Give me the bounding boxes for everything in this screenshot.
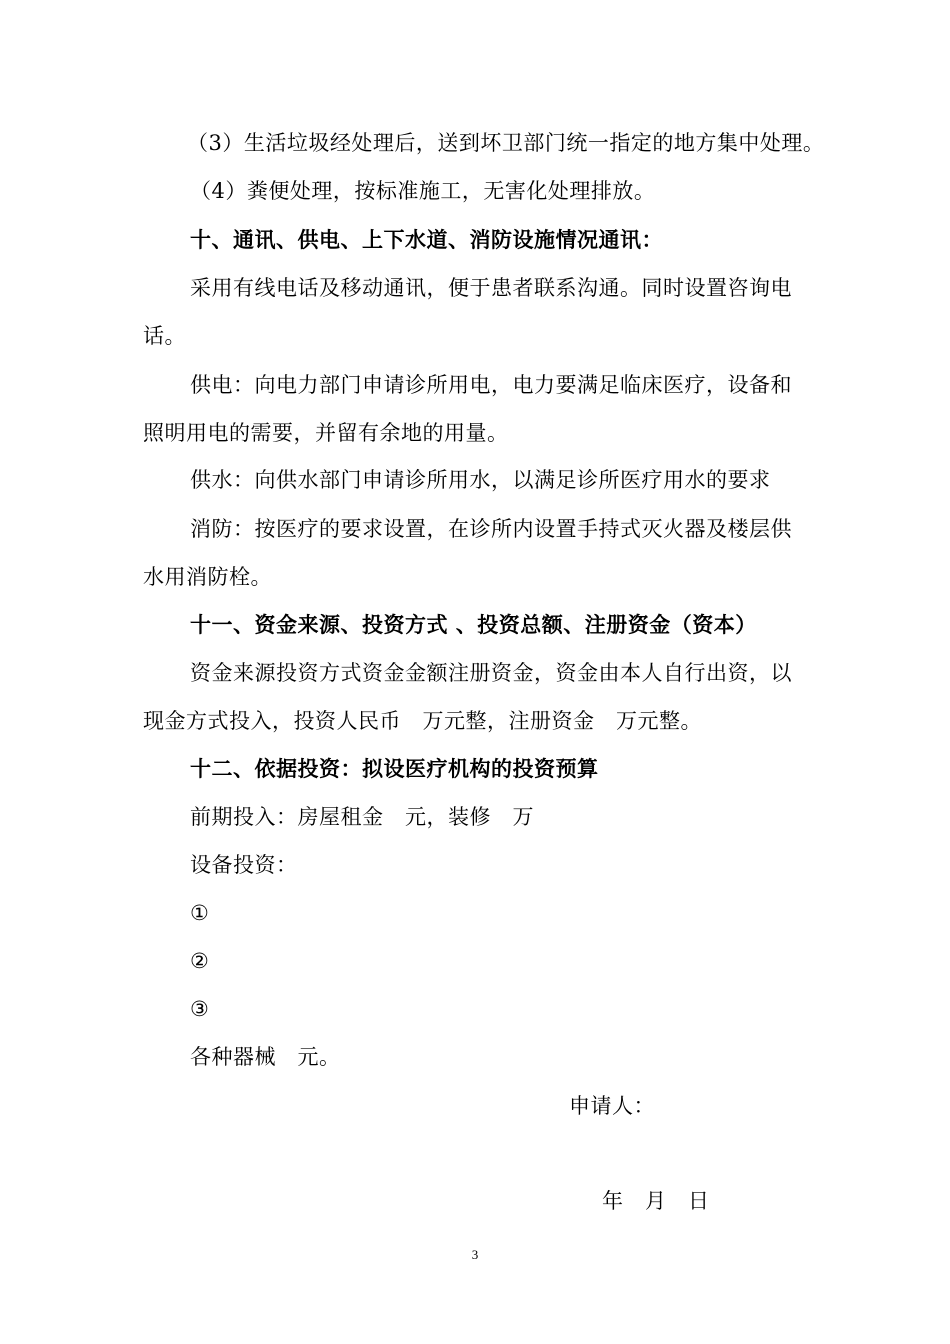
- section-heading-11: 十一、资金来源、投资方式 、投资总额、注册资金（资本）: [190, 613, 757, 637]
- date-line: 年 月 日: [602, 1189, 710, 1213]
- page-number: 3: [471, 1247, 479, 1262]
- list-item-3: ③: [190, 997, 210, 1021]
- section-heading-12: 十二、依据投资：拟设医疗机构的投资预算: [190, 757, 599, 781]
- paragraph-funding: 资金来源投资方式资金金额注册资金，资金由本人自行出资，以: [190, 661, 792, 685]
- applicant-label: 申请人：: [569, 1094, 655, 1118]
- paragraph-equipment: 设备投资：: [190, 853, 298, 877]
- paragraph-fire-cont: 水用消防栓。: [143, 565, 272, 589]
- paragraph-communication-cont: 话。: [143, 324, 186, 348]
- paragraph-funding-cont: 现金方式投入，投资人民币 万元整，注册资金 万元整。: [143, 709, 702, 733]
- paragraph-power: 供电：向电力部门申请诊所用电，电力要满足临床医疗，设备和: [190, 373, 792, 397]
- list-item-2: ②: [190, 949, 210, 973]
- list-item-1: ①: [190, 901, 210, 925]
- paragraph-power-cont: 照明用电的需要，并留有余地的用量。: [143, 421, 509, 445]
- paragraph-initial-investment: 前期投入：房屋租金 元，装修 万: [190, 805, 534, 829]
- paragraph-garbage: （3）生活垃圾经处理后，送到坏卫部门统一指定的地方集中处理。: [187, 131, 825, 155]
- paragraph-water: 供水：向供水部门申请诊所用水，以满足诊所医疗用水的要求: [190, 468, 771, 492]
- paragraph-instruments: 各种器械 元。: [190, 1045, 341, 1069]
- paragraph-communication: 采用有线电话及移动通讯，便于患者联系沟通。同时设置咨询电: [190, 276, 792, 300]
- paragraph-fire: 消防：按医疗的要求设置，在诊所内设置手持式灭火器及楼层供: [190, 517, 792, 541]
- paragraph-sewage: （4）粪便处理，按标准施工，无害化处理排放。: [190, 179, 656, 203]
- section-heading-10: 十、通讯、供电、上下水道、消防设施情况通讯：: [190, 228, 663, 252]
